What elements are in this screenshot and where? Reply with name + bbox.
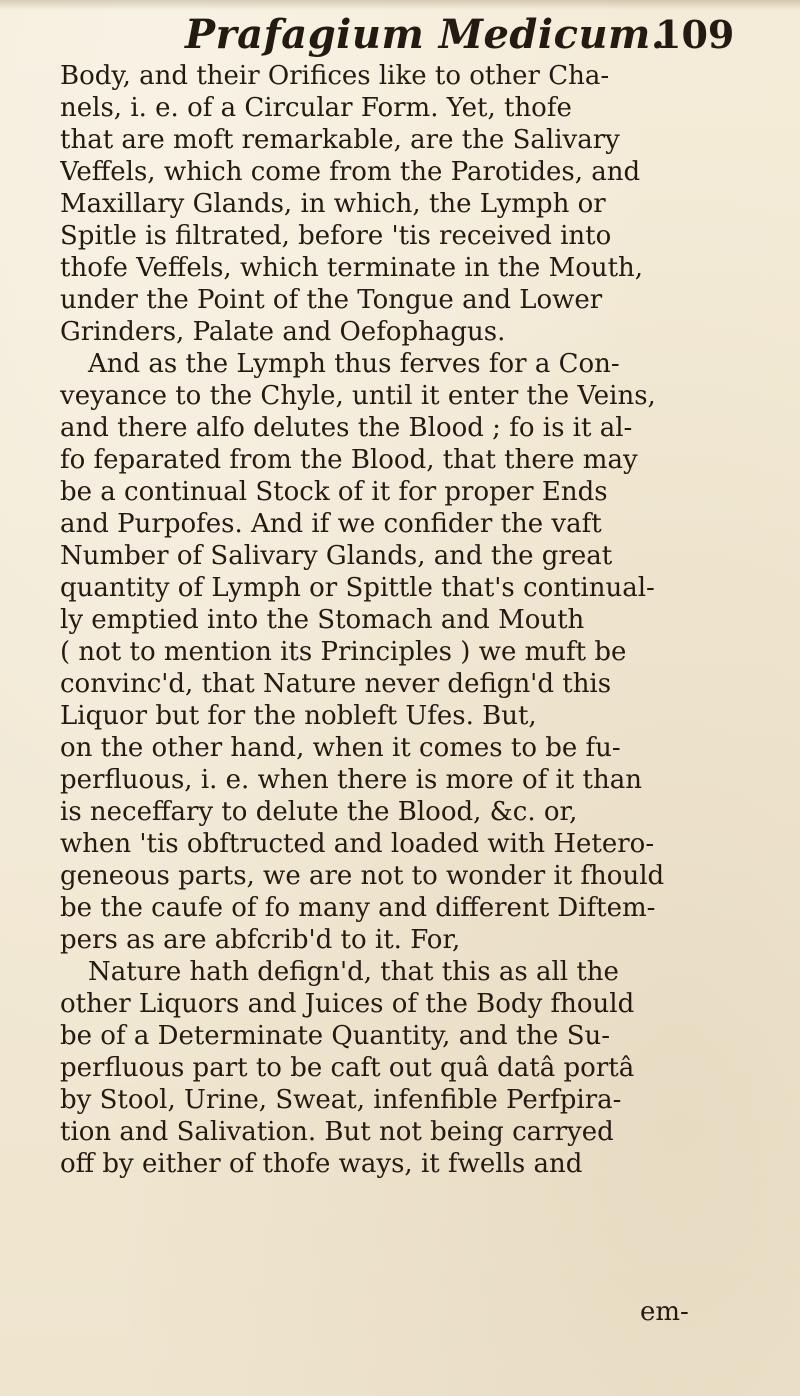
text-line: be of a Determinate Quantity, and the Su- [60,1021,611,1051]
text-line: on the other hand, when it comes to be fu- [60,733,621,763]
body-text [60,60,760,1180]
text-line: under the Point of the Tongue and Lower [60,285,603,315]
running-head: Prafagium Medicum. [185,11,666,58]
text-line: Liquor but for the nobleft Ufes. But, [60,701,537,731]
page-header [0,12,800,64]
text-line: Grinders, Palate and Oefophagus. [60,317,506,347]
text-line: be a continual Stock of it for proper Ends [60,477,608,507]
text-line: quantity of Lymph or Spittle that's continual- [60,573,655,603]
text-line: other Liquors and Juices of the Body fhould [60,989,635,1019]
text-line: when 'tis obftructed and loaded with Hetero- [60,829,655,859]
text-line: perfluous part to be caft out quâ datâ portâ [60,1053,635,1083]
paragraph-start-line: And as the Lymph thus ferves for a Con- [88,349,620,379]
text-line: Number of Salivary Glands, and the great [60,541,613,571]
text-line: that are moft remarkable, are the Salivary [60,125,620,155]
text-line: is neceffary to delute the Blood, &c. or, [60,797,578,827]
text-line: off by either of thofe ways, it fwells and [60,1149,583,1179]
text-line: by Stool, Urine, Sweat, infenfible Perfpira- [60,1085,622,1115]
text-line: nels, i. e. of a Circular Form. Yet, thofe [60,93,572,123]
text-line: tion and Salivation. But not being carryed [60,1117,614,1147]
text-line: perfluous, i. e. when there is more of it than [60,765,642,795]
text-line: and there alfo delutes the Blood ; fo is it al- [60,413,633,443]
text-line: convinc'd, that Nature never defign'd this [60,669,612,699]
text-line: and Purpofes. And if we confider the vaft [60,509,602,539]
text-line: be the caufe of fo many and different Diftem- [60,893,656,923]
text-line: geneous parts, we are not to wonder it fhould [60,861,665,891]
page-top-edge [0,0,800,10]
text-line: veyance to the Chyle, until it enter the Veins, [60,381,656,411]
text-line: Spitle is filtrated, before 'tis received into [60,221,612,251]
catchword: em- [640,1297,689,1327]
text-line: thofe Veffels, which terminate in the Mouth, [60,253,644,283]
page-number: 109 [655,12,735,57]
text-line: Veffels, which come from the Parotides, and [60,157,641,187]
text-line: pers as are abfcrib'd to it. For, [60,925,461,955]
paragraph-start-line: Nature hath defign'd, that this as all the [88,957,619,987]
text-line: ly emptied into the Stomach and Mouth [60,605,585,635]
text-line: Body, and their Orifices like to other Cha- [60,61,610,91]
text-line: Maxillary Glands, in which, the Lymph or [60,189,606,219]
text-line: ( not to mention its Principles ) we muft be [60,637,627,667]
text-line: fo feparated from the Blood, that there may [60,445,638,475]
